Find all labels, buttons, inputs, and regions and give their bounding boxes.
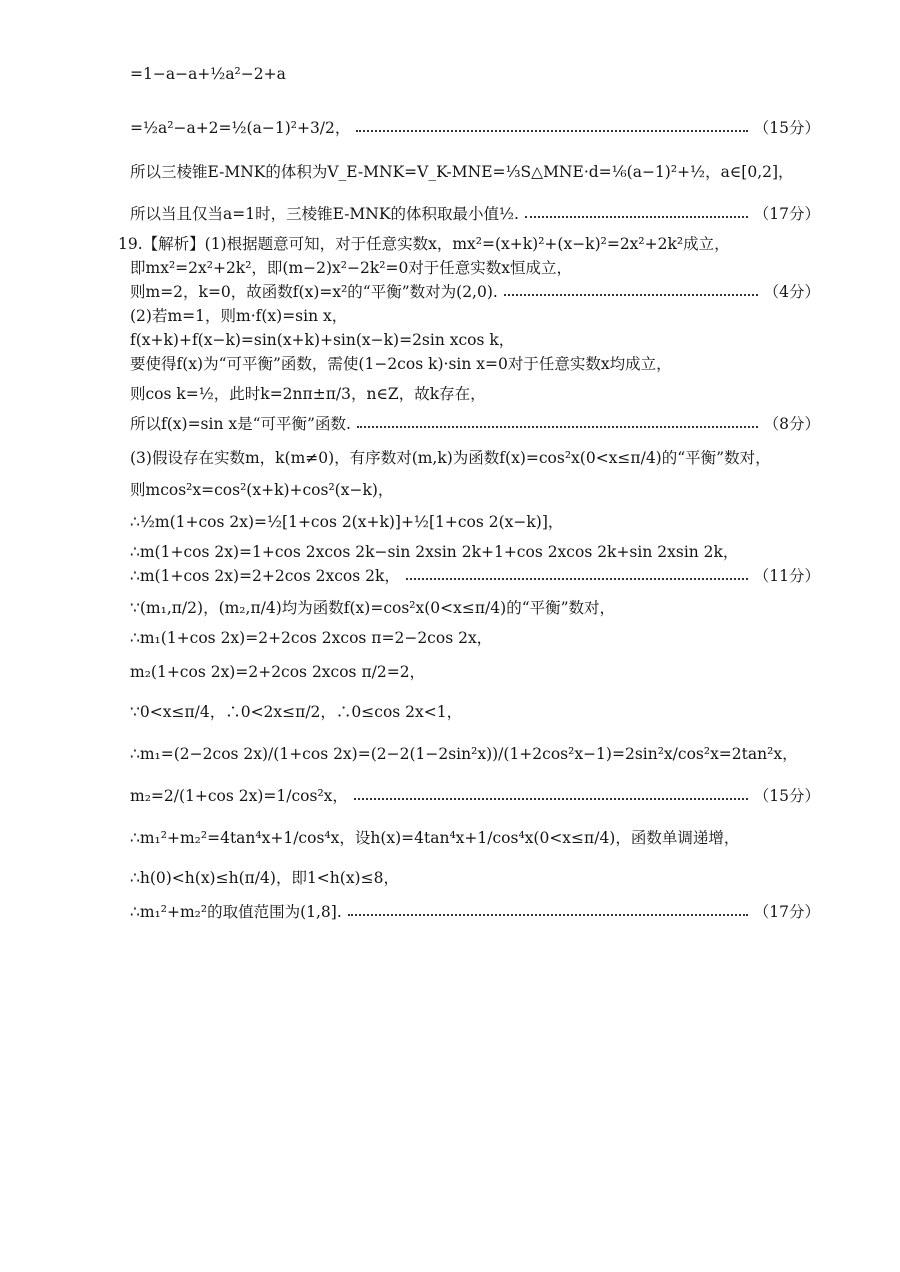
line-text: 所以当且仅当a=1时，三棱锥E-MNK的体积取最小值½. — [130, 205, 519, 223]
line-text: ∴m₁=(2−2cos 2x)/(1+cos 2x)=(2−2(1−2sin²x))/(1+2cos²x−1)=2sin²x/cos²x=2tan²x， — [130, 745, 798, 763]
line-text: ∴m₁²+m₂²的取值范围为(1,8]. — [130, 903, 342, 921]
line-text: =1−a−a+½a²−2+a — [130, 65, 286, 83]
line-text: 即mx²=2x²+2k²，即(m−2)x²−2k²=0对于任意实数x恒成立， — [130, 259, 573, 277]
solution-line-12 — [130, 414, 820, 434]
line-text: 则mcos²x=cos²(x+k)+cos²(x−k)， — [130, 481, 394, 499]
line-text: 所以三棱锥E-MNK的体积为V_E-MNK=V_K-MNE=⅓S△MNE·d=⅙(a−1)²+½，a∈[0,2]， — [130, 163, 794, 181]
line-text: ∴m₁²+m₂²=4tan⁴x+1/cos⁴x，设h(x)=4tan⁴x+1/cos⁴x(0<x≤π/4)，函数单调递增， — [130, 829, 740, 847]
score-label: （4分） — [763, 283, 820, 301]
solution-line-13 — [130, 448, 820, 468]
line-text: f(x+k)+f(x−k)=sin(x+k)+sin(x−k)=2sin xcos k， — [130, 331, 515, 349]
score-label: （15分） — [753, 119, 820, 137]
line-text: ∵(m₁,π/2)，(m₂,π/4)均为函数f(x)=cos²x(0<x≤π/4)的“平衡”数对， — [130, 599, 616, 617]
line-text: ∴m₁(1+cos 2x)=2+2cos 2xcos π=2−2cos 2x， — [130, 629, 493, 647]
line-text: ∵0<x≤π/4，∴0<2x≤π/2，∴0≤cos 2x<1， — [130, 703, 463, 721]
leader-dots — [356, 130, 747, 132]
solution-line-21 — [130, 702, 820, 722]
solution-line-3 — [130, 162, 820, 182]
solution-line-4 — [130, 204, 820, 224]
score-label: （8分） — [763, 415, 820, 433]
line-text: 19.【解析】(1)根据题意可知，对于任意实数x，mx²=(x+k)²+(x−k)²=2x²+2k²成立， — [118, 235, 730, 253]
score-label: （17分） — [753, 205, 820, 223]
line-text: =½a²−a+2=½(a−1)²+3/2， — [130, 119, 351, 137]
solution-line-23 — [130, 786, 820, 806]
line-text: 要使得f(x)为“可平衡”函数，需使(1−2cos k)·sin x=0对于任意实数x均成立， — [130, 355, 672, 373]
score-label: （17分） — [753, 903, 820, 921]
solution-line-24 — [130, 828, 820, 848]
leader-dots — [406, 578, 748, 580]
line-text: 则cos k=½，此时k=2nπ±π/3，n∈Z，故k存在， — [130, 385, 486, 403]
solution-line-25 — [130, 868, 820, 888]
line-text: m₂(1+cos 2x)=2+2cos 2xcos π/2=2， — [130, 663, 426, 681]
solution-line-1 — [130, 64, 820, 84]
line-text: ∴h(0)<h(x)≤h(π/4)，即1<h(x)≤8， — [130, 869, 399, 887]
line-text: (3)假设存在实数m，k(m≠0)，有序数对(m,k)为函数f(x)=cos²x(0<x≤π/4)的“平衡”数对， — [130, 449, 771, 467]
solution-line-17 — [130, 566, 820, 586]
solution-line-18 — [130, 598, 820, 618]
solution-line-7 — [130, 282, 820, 302]
leader-dots — [348, 914, 748, 916]
line-text: (2)若m=1，则m·f(x)=sin x， — [130, 307, 348, 325]
score-label: （15分） — [753, 787, 820, 805]
solution-line-26 — [130, 902, 820, 922]
solution-line-11 — [130, 384, 820, 404]
leader-dots — [354, 798, 748, 800]
solution-line-22 — [130, 744, 820, 764]
leader-dots — [525, 216, 748, 218]
solution-line-15 — [130, 512, 820, 532]
solution-line-9 — [130, 330, 820, 350]
solution-line-2 — [130, 118, 820, 138]
score-label: （11分） — [753, 567, 820, 585]
solution-line-8 — [130, 306, 820, 326]
line-text: 则m=2，k=0，故函数f(x)=x²的“平衡”数对为(2,0). — [130, 283, 498, 301]
leader-dots — [504, 294, 758, 296]
solution-line-10 — [130, 354, 820, 374]
line-text: 所以f(x)=sin x是“可平衡”函数. — [130, 415, 351, 433]
line-text: ∴m(1+cos 2x)=1+cos 2xcos 2k−sin 2xsin 2k+1+cos 2xcos 2k+sin 2xsin 2k， — [130, 543, 739, 561]
line-text: ∴½m(1+cos 2x)=½[1+cos 2(x+k)]+½[1+cos 2(x−k)]， — [130, 513, 564, 531]
solution-line-14 — [130, 480, 820, 500]
solution-line-16 — [130, 542, 820, 562]
solution-line-19 — [130, 628, 820, 648]
solution-line-6 — [130, 258, 820, 278]
line-text: ∴m(1+cos 2x)=2+2cos 2xcos 2k， — [130, 567, 400, 585]
solution-line-20 — [130, 662, 820, 682]
solution-line-5 — [118, 234, 808, 254]
line-text: m₂=2/(1+cos 2x)=1/cos²x， — [130, 787, 348, 805]
leader-dots — [357, 426, 758, 428]
